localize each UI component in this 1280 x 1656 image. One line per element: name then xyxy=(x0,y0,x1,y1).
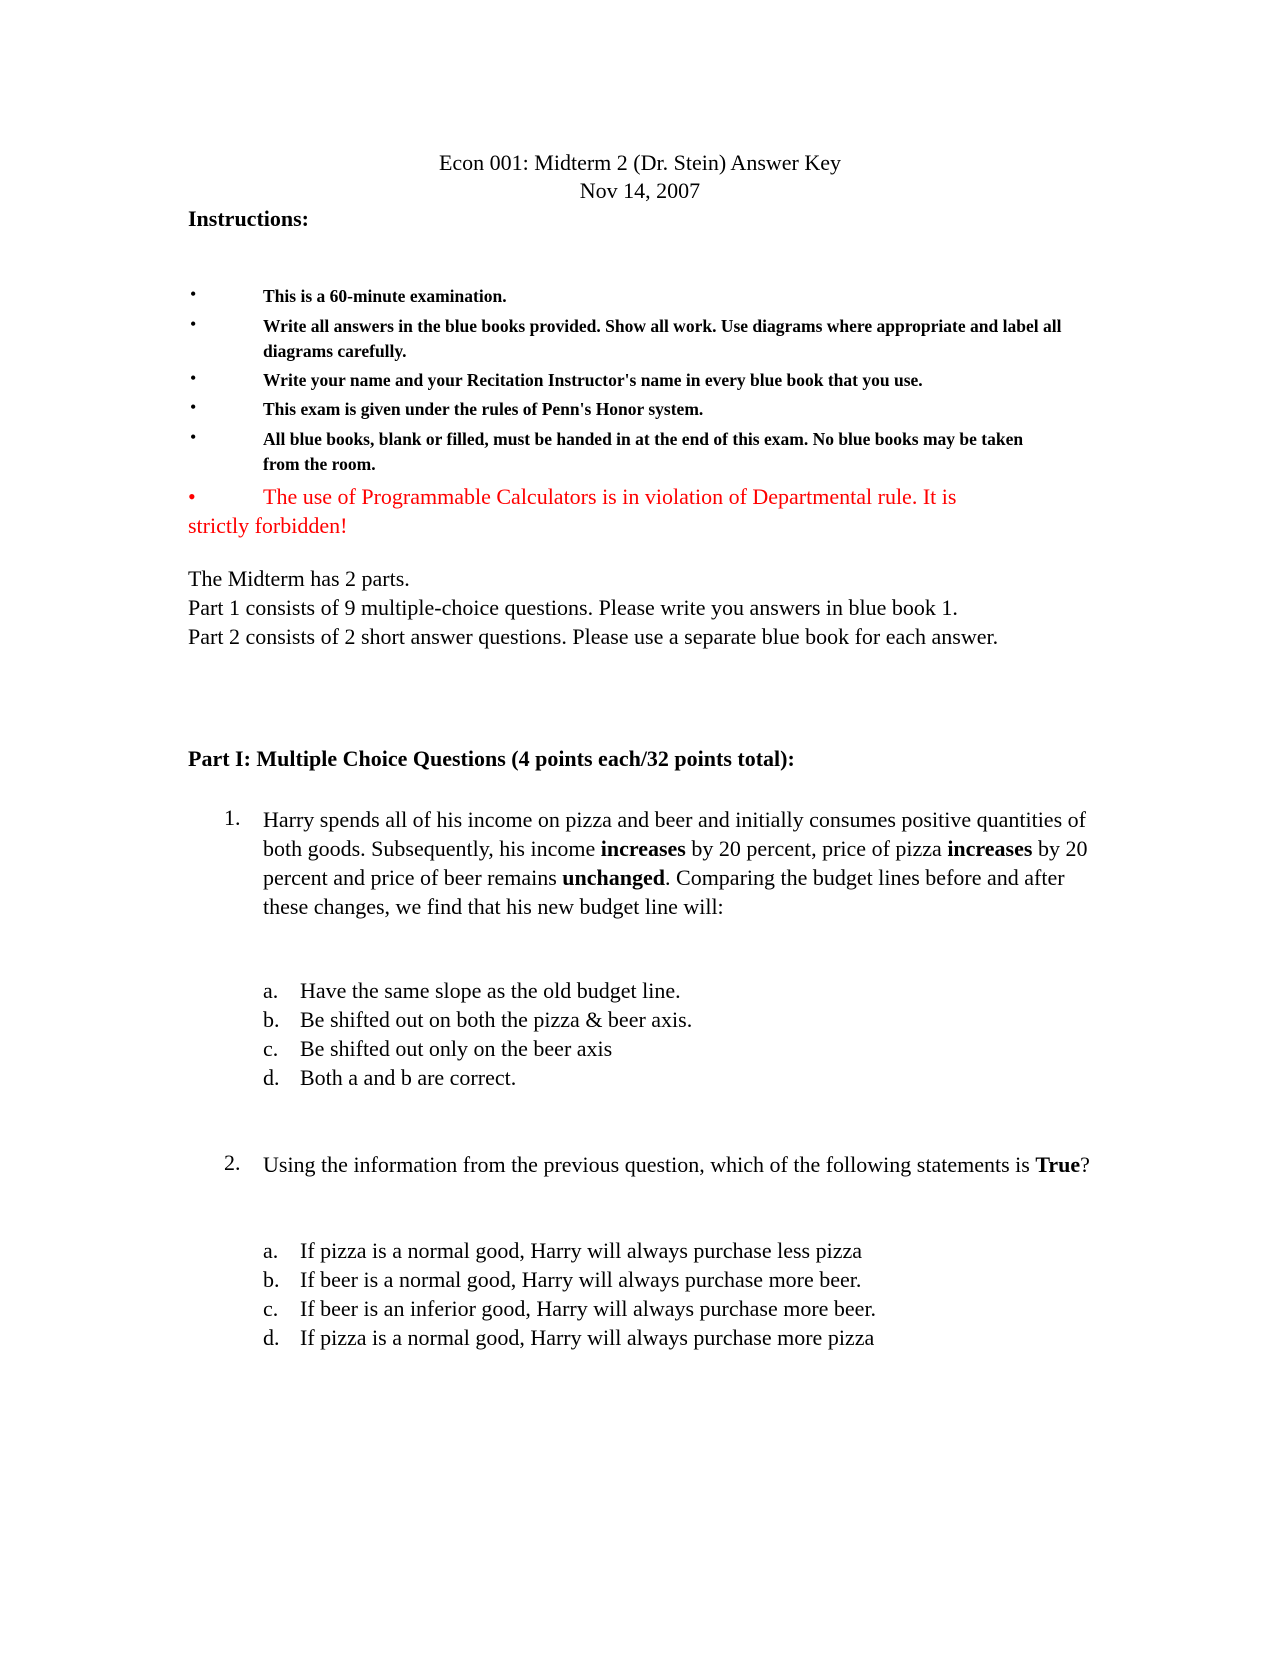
instruction-text: Write all answers in the blue books provided. Show all work. Use diagrams where appropriate and label all diagrams carefully. xyxy=(263,316,1062,361)
bullet-icon: • xyxy=(190,397,197,417)
question-text: Using the information from the previous question, which of the following statements is True? xyxy=(263,1152,1090,1177)
bullet-icon: • xyxy=(190,314,197,334)
option-letter: a. xyxy=(263,978,279,1003)
option-text: Have the same slope as the old budget line. xyxy=(300,978,681,1003)
option-letter: d. xyxy=(263,1065,280,1090)
option-text: Both a and b are correct. xyxy=(300,1065,517,1090)
bold-term: increases xyxy=(947,836,1033,861)
answer-option xyxy=(263,1034,612,1063)
bold-term: increases xyxy=(600,836,686,861)
option-letter: a. xyxy=(263,1238,279,1263)
option-letter: b. xyxy=(263,1007,280,1032)
bold-term: unchanged xyxy=(562,865,666,890)
bullet-icon: • xyxy=(190,368,197,388)
option-text: Be shifted out on both the pizza & beer axis. xyxy=(300,1007,693,1032)
answer-option xyxy=(263,1063,516,1092)
overview-line: Part 1 consists of 9 multiple-choice questions. Please write you answers in blue book 1. xyxy=(188,595,958,620)
answer-option xyxy=(263,1323,874,1352)
option-letter: c. xyxy=(263,1296,279,1321)
answer-option xyxy=(263,1236,862,1265)
overview-line: The Midterm has 2 parts. xyxy=(188,566,410,591)
instruction-text: This exam is given under the rules of Penn's Honor system. xyxy=(263,399,704,419)
warning-line-2: strictly forbidden! xyxy=(188,513,348,538)
bullet-icon: • xyxy=(190,284,197,304)
answer-option xyxy=(263,1294,876,1323)
question-number: 1. xyxy=(224,805,241,830)
option-text: If beer is a normal good, Harry will always purchase more beer. xyxy=(300,1267,862,1292)
option-letter: d. xyxy=(263,1325,280,1350)
option-text: If beer is an inferior good, Harry will always purchase more beer. xyxy=(300,1296,877,1321)
overview-line: Part 2 consists of 2 short answer questions. Please use a separate blue book for each answer. xyxy=(188,624,999,649)
warning-line-1: The use of Programmable Calculators is in violation of Departmental rule. It is xyxy=(263,484,957,509)
option-letter: b. xyxy=(263,1267,280,1292)
instructions-heading: Instructions: xyxy=(188,206,310,231)
part1-heading: Part I: Multiple Choice Questions (4 points each/32 points total): xyxy=(188,746,795,771)
option-text: Be shifted out only on the beer axis xyxy=(300,1036,613,1061)
option-text: If pizza is a normal good, Harry will always purchase less pizza xyxy=(300,1238,863,1263)
document-title: Econ 001: Midterm 2 (Dr. Stein) Answer Key xyxy=(438,150,842,175)
bold-term: True xyxy=(1035,1152,1081,1177)
answer-option xyxy=(263,1265,861,1294)
answer-option xyxy=(263,976,681,1005)
document-date: Nov 14, 2007 xyxy=(579,178,701,203)
instruction-text: All blue books, blank or filled, must be handed in at the end of this exam. No blue books may be taken from the room. xyxy=(263,429,1024,474)
option-text: If pizza is a normal good, Harry will always purchase more pizza xyxy=(300,1325,875,1350)
bullet-icon: • xyxy=(190,427,197,447)
calculator-warning xyxy=(188,482,1088,540)
option-letter: c. xyxy=(263,1036,279,1061)
question-number: 2. xyxy=(224,1150,241,1175)
instruction-text: This is a 60-minute examination. xyxy=(263,286,507,306)
question-text: Harry spends all of his income on pizza and beer and initially consumes positive quantities of both goods. Subsequently, his income increases by 20 percent, price of pizza increases by 20 percent and price of beer remains unchanged. Comparing the budget lines before and after these changes, we find that his new budget line will: xyxy=(263,807,1088,919)
instruction-text: Write your name and your Recitation Instructor's name in every blue book that you use. xyxy=(263,370,923,390)
answer-option xyxy=(263,1005,692,1034)
bullet-icon: • xyxy=(188,484,196,509)
